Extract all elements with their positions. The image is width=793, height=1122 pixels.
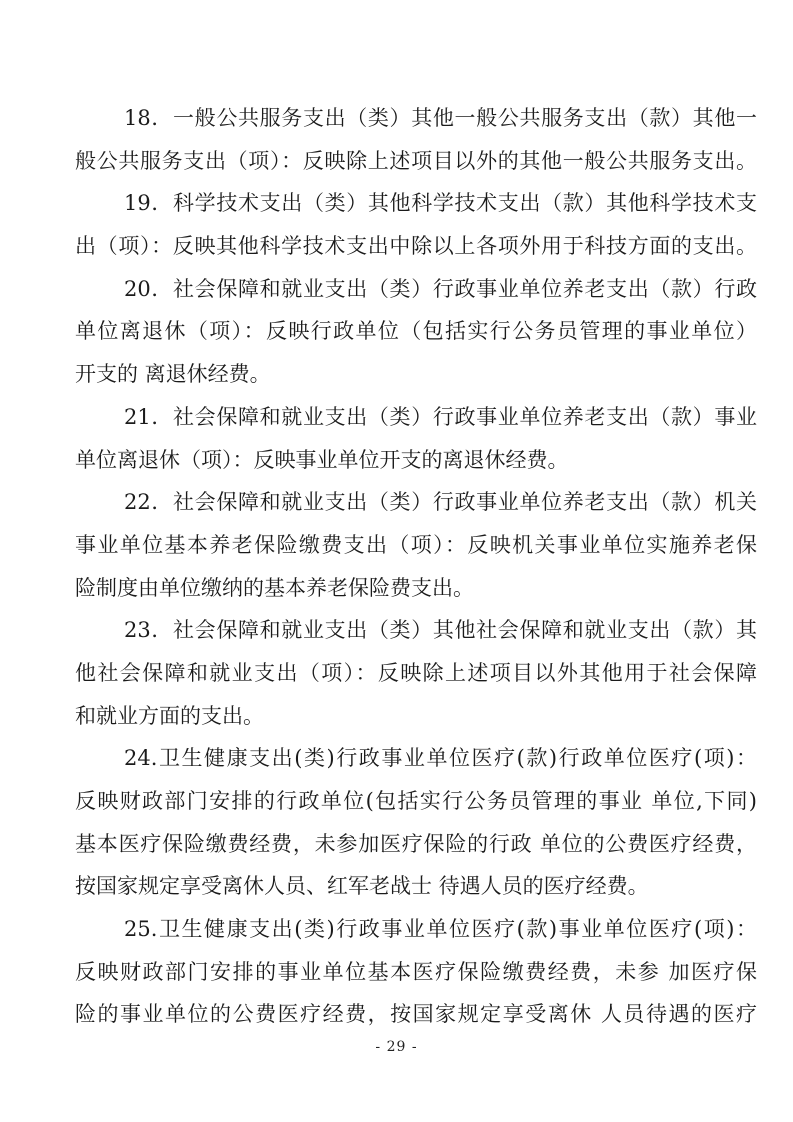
paragraph-line: 单位离退休（项）：反映事业单位开支的离退休经费。 [75, 447, 569, 472]
paragraph-line: 18．一般公共服务支出（类）其他一般公共服务支出（款）其他一 [124, 106, 757, 130]
paragraph-18 [75, 97, 757, 182]
paragraph-line: 险的事业单位的公费医疗经费，按国家规定享受离休 人员待遇的医疗 [75, 1002, 757, 1027]
paragraph-line: 22．社会保障和就业支出（类）行政事业单位养老支出（款）机关 [124, 490, 757, 515]
paragraph-line: 基本医疗保险缴费经费，未参加医疗保险的行政 单位的公费医疗经费， [75, 831, 757, 856]
paragraph-line: 事业单位基本养老保险缴费支出（项）：反映机关事业单位实施养老保 [75, 532, 757, 557]
paragraph-25 [75, 908, 757, 1036]
paragraph-line: 20．社会保障和就业支出（类）行政事业单位养老支出（款）行政 [124, 276, 757, 301]
paragraph-line: 出（项）：反映其他科学技术支出中除以上各项外用于科技方面的支出。 [75, 234, 757, 259]
paragraph-line: 他社会保障和就业支出（项）：反映除上述项目以外其他用于社会保障 [75, 660, 757, 685]
paragraph-24 [75, 737, 757, 908]
page-number: - 29 - [375, 1039, 418, 1056]
paragraph-line: 和就业方面的支出。 [75, 703, 264, 728]
paragraph-line: 21．社会保障和就业支出（类）行政事业单位养老支出（款）事业 [124, 404, 757, 429]
paragraph-line: 险制度由单位缴纳的基本养老保险费支出。 [75, 575, 474, 600]
paragraph-line: 般公共服务支出（项）：反映除上述项目以外的其他一般公共服务支出。 [75, 148, 757, 173]
paragraph-line: 开支的 离退休经费。 [75, 362, 271, 387]
paragraph-line: 反映财政部门安排的事业单位基本医疗保险缴费经费，未参 加医疗保 [75, 959, 757, 984]
paragraph-19 [75, 182, 757, 267]
paragraph-line: 反映财政部门安排的行政单位(包括实行公务员管理的事业 单位,下同) [75, 789, 757, 813]
paragraph-line: 19．科学技术支出（类）其他科学技术支出（款）其他科学技术支 [124, 191, 757, 216]
paragraph-23 [75, 609, 757, 737]
paragraph-line: 25.卫生健康支出(类)行政事业单位医疗(款)事业单位医疗(项)： [124, 917, 757, 942]
paragraph-line: 单位离退休（项）：反映行政单位（包括实行公务员管理的事业单位） [75, 319, 757, 344]
paragraph-line: 24.卫生健康支出(类)行政事业单位医疗(款)行政单位医疗(项)： [124, 746, 757, 771]
paragraph-20 [75, 268, 757, 396]
paragraph-line: 按国家规定享受离休人员、红军老战士 待遇人员的医疗经费。 [75, 874, 649, 899]
paragraph-22 [75, 481, 757, 609]
paragraph-21 [75, 396, 757, 481]
paragraph-line: 23．社会保障和就业支出（类）其他社会保障和就业支出（款）其 [124, 618, 757, 643]
